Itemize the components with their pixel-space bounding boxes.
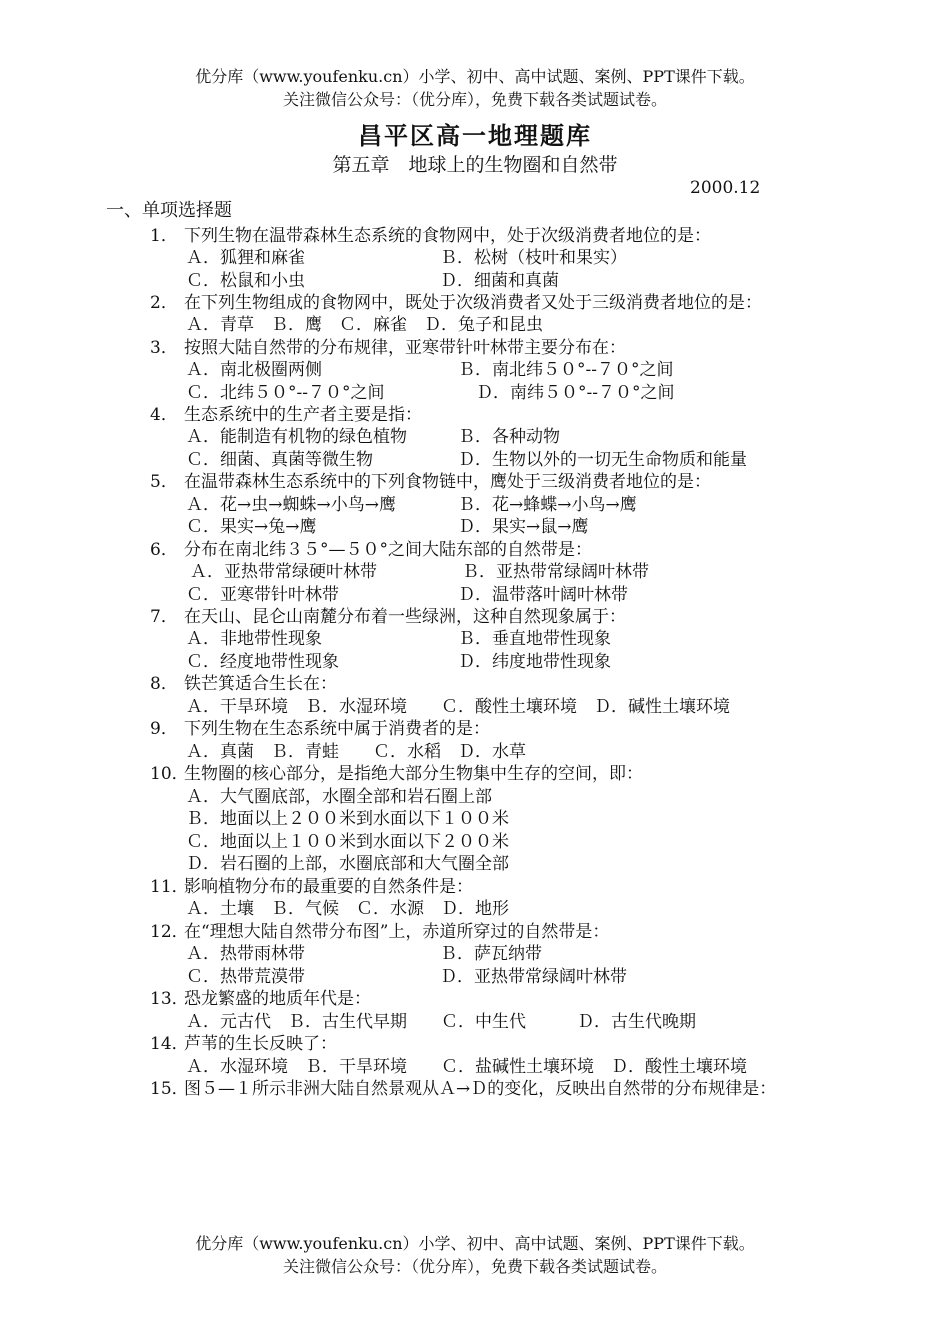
option-a: Ａ．狐狸和麻雀 — [186, 248, 305, 268]
question-3 — [150, 337, 626, 359]
question-6 — [150, 539, 592, 561]
option-b: Ｂ．萨瓦纳带 — [440, 944, 542, 964]
option-b: Ｂ．垂直地带性现象 — [458, 629, 611, 649]
footer-line-1: 优分库（www.youfenku.cn）小学、初中、高中试题、案例、PPT课件下载。 — [195, 1234, 755, 1253]
question-text: 铁芒箕适合生长在： — [184, 674, 337, 694]
question-text: 生物圈的核心部分，是指绝大部分生物集中生存的空间，即： — [184, 764, 643, 784]
document-date: 2000.12 — [690, 178, 761, 198]
option-d: Ｄ．果实→鼠→鹰 — [458, 517, 589, 537]
option-a: Ａ．南北极圈两侧 — [186, 360, 322, 380]
question-number: 4． — [150, 405, 178, 425]
question-5 — [150, 471, 711, 493]
option-a: Ａ．热带雨林带 — [186, 944, 305, 964]
option-d: Ｄ．温带落叶阔叶林带 — [458, 585, 628, 605]
option-c: Ｃ．经度地带性现象 — [186, 652, 339, 672]
footer-line-2: 关注微信公众号：（优分库），免费下载各类试题试卷。 — [282, 1257, 667, 1276]
question-12 — [150, 921, 609, 943]
option-c: Ｃ．松鼠和小虫 — [186, 271, 305, 291]
section-heading: 一、单项选择题 — [106, 200, 232, 221]
option-d: Ｄ．纬度地带性现象 — [458, 652, 611, 672]
question-4 — [150, 404, 422, 426]
chapter-subtitle: 第五章 地球上的生物圈和自然带 — [332, 154, 618, 176]
question-9 — [150, 718, 490, 740]
options-row: Ａ．元古代 Ｂ．古生代早期 Ｃ．中生代 Ｄ．古生代晚期 — [186, 1012, 696, 1032]
question-text: 影响植物分布的最重要的自然条件是： — [184, 877, 473, 897]
question-number: 7． — [150, 607, 178, 627]
question-text: 在温带森林生态系统中的下列食物链中，鹰处于三级消费者地位的是： — [184, 472, 711, 492]
question-7 — [150, 606, 626, 628]
option-b: Ｂ．花→蜂蝶→小鸟→鹰 — [458, 495, 637, 515]
question-number: 14． — [150, 1034, 189, 1054]
option-b: Ｂ．南北纬５０°--７０°之间 — [458, 360, 674, 380]
option-c: Ｃ．北纬５０°--７０°之间 — [186, 383, 385, 403]
option-a: Ａ．大气圈底部，水圈全部和岩石圈上部 — [186, 787, 492, 807]
question-text: 在“理想大陆自然带分布图”上，赤道所穿过的自然带是： — [184, 922, 610, 942]
question-11 — [150, 876, 473, 898]
options-row: Ａ．水湿环境 Ｂ．干旱环境 Ｃ．盐碱性土壤环境 Ｄ．酸性土壤环境 — [186, 1057, 747, 1077]
option-c: Ｃ．地面以上１００米到水面以下２００米 — [186, 832, 509, 852]
option-a: Ａ．亚热带常绿硬叶林带 — [190, 562, 377, 582]
question-number: 2． — [150, 293, 178, 313]
question-1 — [150, 225, 711, 247]
question-text: 下列生物在生态系统中属于消费者的是： — [184, 719, 490, 739]
question-number: 8． — [150, 674, 178, 694]
option-c: Ｃ．热带荒漠带 — [186, 967, 305, 987]
option-b: Ｂ．亚热带常绿阔叶林带 — [462, 562, 649, 582]
question-number: 9． — [150, 719, 178, 739]
question-number: 13． — [150, 989, 189, 1009]
question-number: 10． — [150, 764, 189, 784]
question-text: 在天山、昆仑山南麓分布着一些绿洲，这种自然现象属于： — [184, 607, 626, 627]
option-a: Ａ．非地带性现象 — [186, 629, 322, 649]
option-c: Ｃ．细菌、真菌等微生物 — [186, 450, 373, 470]
options-row: Ａ．真菌 Ｂ．青蛙 Ｃ．水稻 Ｄ．水草 — [186, 742, 526, 762]
option-d: Ｄ．细菌和真菌 — [440, 271, 559, 291]
question-13 — [150, 988, 371, 1010]
question-8 — [150, 673, 337, 695]
options-row: Ａ．土壤 Ｂ．气候 Ｃ．水源 Ｄ．地形 — [186, 899, 509, 919]
question-text: 按照大陆自然带的分布规律，亚寒带针叶林带主要分布在： — [184, 338, 626, 358]
option-d: Ｄ．岩石圈的上部，水圈底部和大气圈全部 — [186, 854, 509, 874]
option-b: Ｂ．地面以上２００米到水面以下１００米 — [186, 809, 509, 829]
option-a: Ａ．花→虫→蜘蛛→小鸟→鹰 — [186, 495, 396, 515]
option-d: Ｄ．亚热带常绿阔叶林带 — [440, 967, 627, 987]
question-10 — [150, 763, 643, 785]
question-number: 15． — [150, 1079, 189, 1099]
option-c: Ｃ．果实→兔→鹰 — [186, 517, 317, 537]
question-14 — [150, 1033, 337, 1055]
question-text: 恐龙繁盛的地质年代是： — [184, 989, 371, 1009]
header-line-2: 关注微信公众号：（优分库），免费下载各类试题试卷。 — [282, 90, 667, 109]
question-text: 下列生物在温带森林生态系统的食物网中，处于次级消费者地位的是： — [184, 226, 711, 246]
option-c: Ｃ．亚寒带针叶林带 — [186, 585, 339, 605]
question-text: 在下列生物组成的食物网中，既处于次级消费者又处于三级消费者地位的是： — [184, 293, 762, 313]
question-text: 芦苇的生长反映了： — [184, 1034, 337, 1054]
page-title: 昌平区高一地理题库 — [358, 122, 592, 150]
header-line-1: 优分库（www.youfenku.cn）小学、初中、高中试题、案例、PPT课件下载。 — [195, 67, 755, 86]
question-text: 分布在南北纬３５°—５０°之间大陆东部的自然带是： — [184, 540, 592, 560]
options-row: Ａ．青草 Ｂ．鹰 Ｃ．麻雀 Ｄ．兔子和昆虫 — [186, 315, 543, 335]
question-number: 1． — [150, 226, 178, 246]
option-d: Ｄ．生物以外的一切无生命物质和能量 — [458, 450, 747, 470]
question-text: 生态系统中的生产者主要是指： — [184, 405, 422, 425]
question-number: 12． — [150, 922, 189, 942]
question-number: 3． — [150, 338, 178, 358]
question-number: 5． — [150, 472, 178, 492]
options-row: Ａ．干旱环境 Ｂ．水湿环境 Ｃ．酸性土壤环境 Ｄ．碱性土壤环境 — [186, 697, 730, 717]
option-b: Ｂ．松树（枝叶和果实） — [440, 248, 627, 268]
option-b: Ｂ．各种动物 — [458, 427, 560, 447]
question-number: 11． — [150, 877, 189, 897]
question-15 — [150, 1078, 776, 1100]
question-text: 图５—１所示非洲大陆自然景观从Ａ→Ｄ的变化，反映出自然带的分布规律是： — [184, 1079, 777, 1099]
option-a: Ａ．能制造有机物的绿色植物 — [186, 427, 407, 447]
question-2 — [150, 292, 762, 314]
question-number: 6． — [150, 540, 178, 560]
option-d: Ｄ．南纬５０°--７０°之间 — [476, 383, 675, 403]
